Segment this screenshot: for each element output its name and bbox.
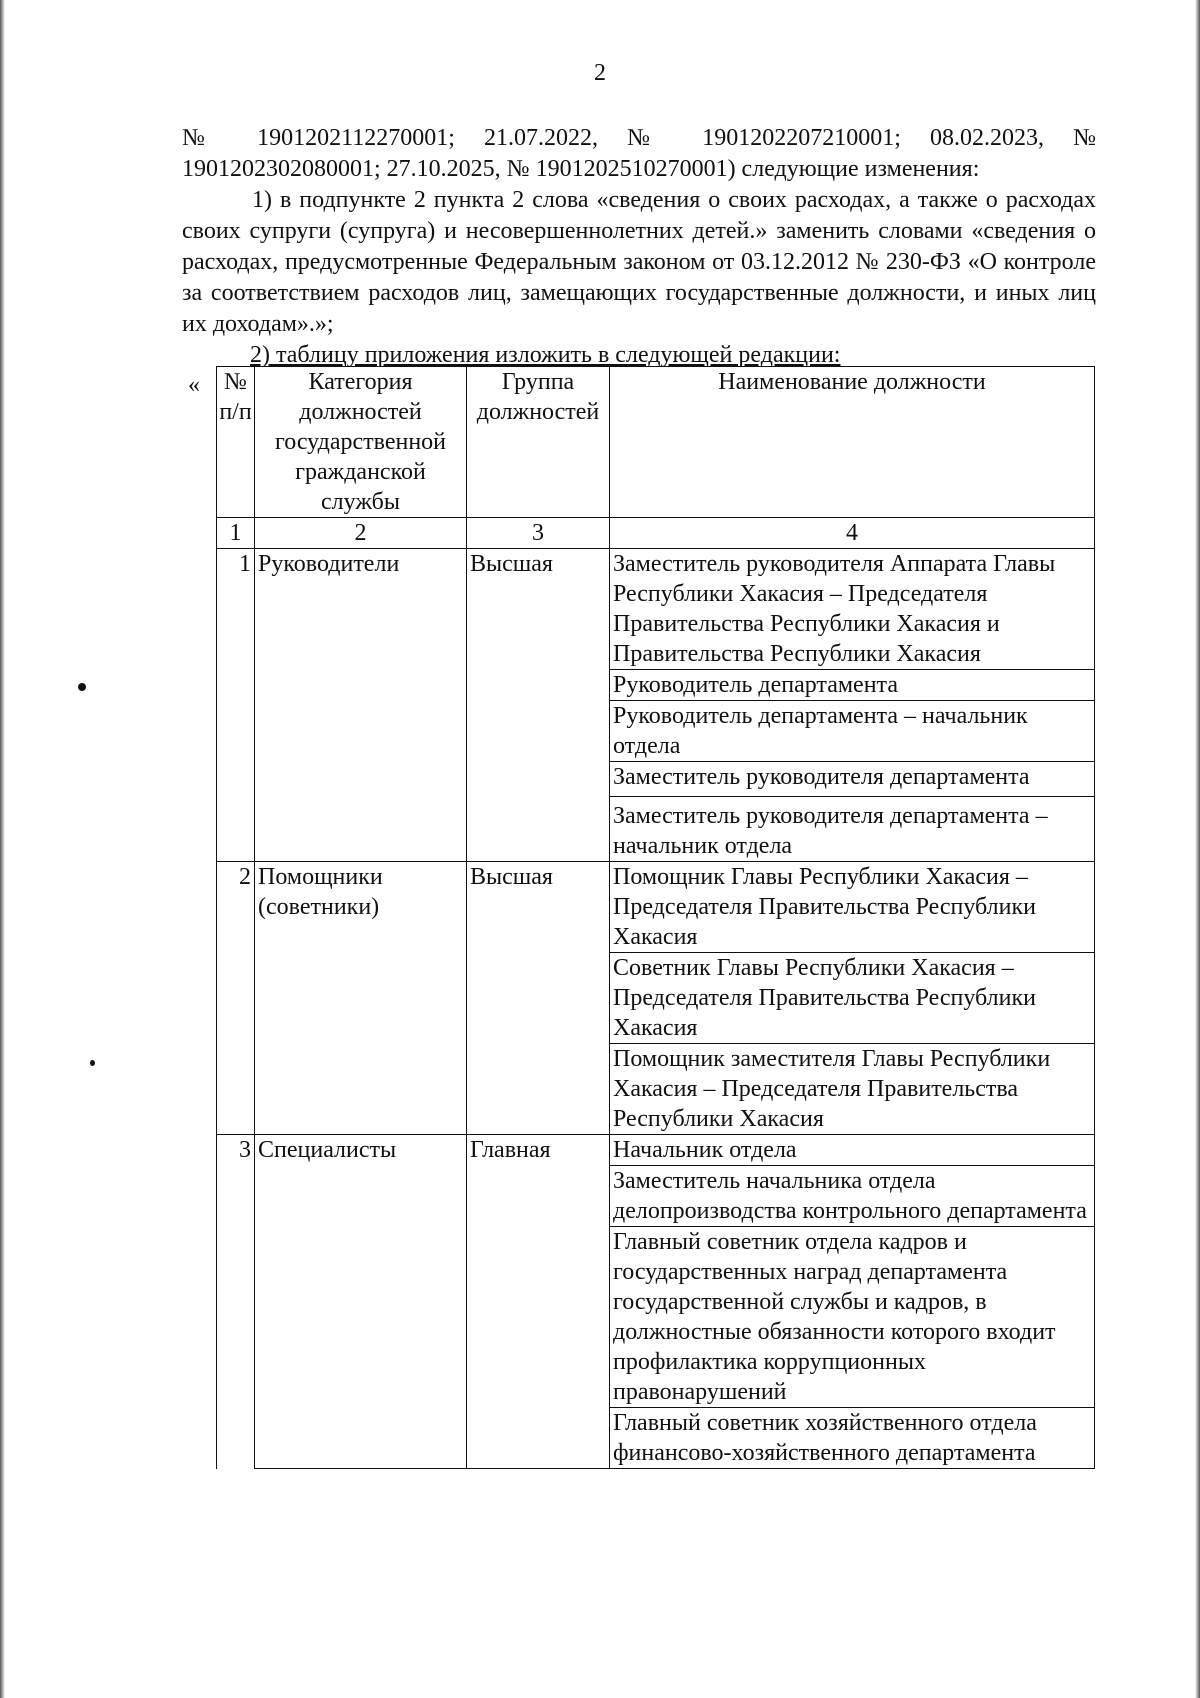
category-cell: Помощники (советники) — [255, 862, 467, 1135]
position-cell: Заместитель руководителя Аппарата Главы Республики Хакасия – Председателя Правительства Республики Хакасия и Правительства Республики Хакасия — [610, 549, 1095, 670]
category-cell: Руководители — [255, 549, 467, 862]
opening-quote: « — [188, 372, 200, 398]
row-number: 3 — [217, 1135, 255, 1469]
group-cell: Главная — [467, 1135, 610, 1469]
row-number: 2 — [217, 862, 255, 1135]
column-number: 2 — [255, 518, 467, 549]
column-number: 4 — [610, 518, 1095, 549]
table-header-row — [217, 367, 1095, 518]
header-num: № п/п — [217, 367, 255, 518]
table-row — [217, 862, 1095, 953]
position-cell: Главный советник хозяйственного отдела финансово-хозяйственного департамента — [610, 1408, 1095, 1469]
table-row — [217, 549, 1095, 670]
page-number: 2 — [594, 60, 606, 86]
position-cell: Руководитель департамента — [610, 670, 1095, 701]
position-cell: Главный советник отдела кадров и государственных наград департамента государственной службы и кадров, в должностные обязанности которого входит профилактика коррупционных правонарушений — [610, 1227, 1095, 1408]
header-position: Наименование должности — [610, 367, 1095, 518]
row-number: 1 — [217, 549, 255, 862]
paragraph-item-2-text: 2) таблицу приложения изложить в следующей редакции: — [250, 342, 841, 368]
group-cell: Высшая — [467, 549, 610, 862]
position-cell: Начальник отдела — [610, 1135, 1095, 1166]
position-cell: Заместитель начальника отдела делопроизводства контрольного департамента — [610, 1166, 1095, 1227]
group-cell: Высшая — [467, 862, 610, 1135]
scan-speck — [90, 1060, 95, 1066]
column-number: 3 — [467, 518, 610, 549]
scan-speck — [78, 683, 86, 691]
position-cell: Помощник Главы Республики Хакасия – Председателя Правительства Республики Хакасия — [610, 862, 1095, 953]
table-row — [217, 1135, 1095, 1166]
position-cell: Заместитель руководителя департамента – начальник отдела — [610, 797, 1095, 862]
position-cell: Советник Главы Республики Хакасия – Председателя Правительства Республики Хакасия — [610, 953, 1095, 1044]
position-cell: Руководитель департамента – начальник отдела — [610, 701, 1095, 762]
category-cell: Специалисты — [255, 1135, 467, 1469]
scan-right-edge — [1195, 0, 1200, 1698]
paragraph-amendment-intro: № 1901202112270001; 21.07.2022, № 1901202207210001; 08.02.2023, № 1901202302080001; 27.10.2025, № 1901202510270001) следующие изменения: — [182, 125, 1096, 182]
paragraph-item-1: 1) в подпункте 2 пункта 2 слова «сведения о своих расходах, а также о расходах своих супруги (супруга) и несовершеннолетних детей.» заменить словами «сведения о расходах, предусмотренные Федеральным законом от 03.12.2012 № 230-ФЗ «О контроле за соответствием расходов лиц, замещающих государственные должности, и иных лиц их доходам».»; — [182, 187, 1096, 337]
positions-table — [216, 366, 1095, 1469]
position-cell: Заместитель руководителя департамента — [610, 762, 1095, 797]
header-group: Группа должностей — [467, 367, 610, 518]
column-numbers-row — [217, 518, 1095, 549]
position-cell: Помощник заместителя Главы Республики Хакасия – Председателя Правительства Республики Хакасия — [610, 1044, 1095, 1135]
header-category: Категория должностей государственной гражданской службы — [255, 367, 467, 518]
scan-left-edge — [0, 0, 5, 1698]
column-number: 1 — [217, 518, 255, 549]
